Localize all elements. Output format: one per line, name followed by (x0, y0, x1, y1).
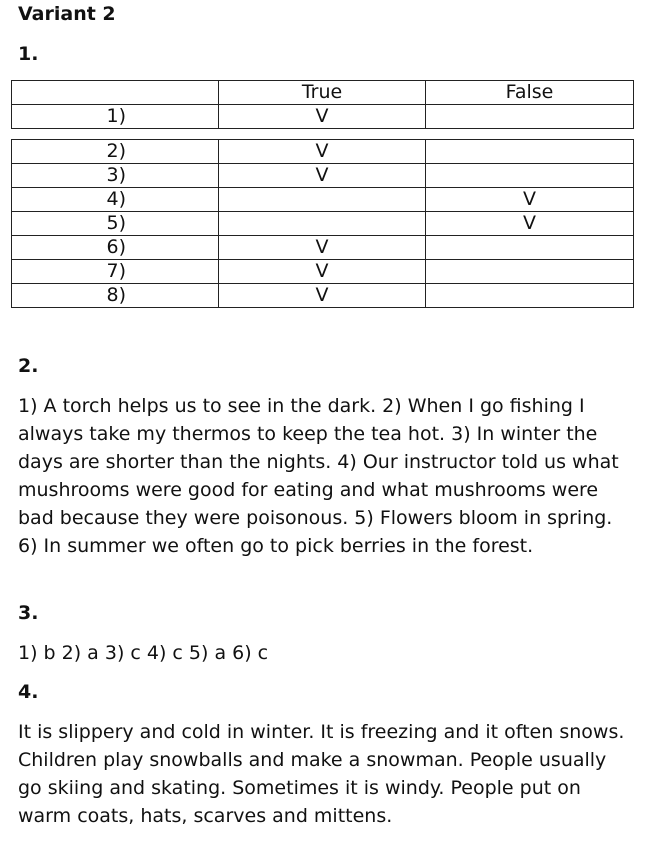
table-row (12, 260, 634, 284)
table-row (12, 284, 634, 308)
row-number: 4) (12, 188, 219, 212)
false-mark (426, 284, 634, 308)
answer-table-header (11, 80, 634, 129)
table-row (12, 164, 634, 188)
row-number: 6) (12, 236, 219, 260)
true-mark: V (219, 140, 426, 164)
header-false-cell: False (426, 81, 634, 105)
section-4-number: 4. (18, 681, 39, 703)
row-number: 1) (12, 105, 219, 129)
false-mark (426, 260, 634, 284)
table-header-row (12, 81, 634, 105)
row-number: 3) (12, 164, 219, 188)
false-mark: V (426, 212, 634, 236)
true-mark: V (219, 105, 426, 129)
table-row (12, 212, 634, 236)
section-2-text: 1) A torch helps us to see in the dark. 2) When I go fishing I always take my thermos to keep the tea hot. 3) In winter the days are shorter than the nights. 4) Our instructor told us what mushrooms were good for eating and what mushrooms were bad because they were poisonous. 5) Flowers bloom in spring. 6) In summer we often go to pick berries in the forest. (18, 395, 619, 557)
table-row (12, 140, 634, 164)
true-mark (219, 212, 426, 236)
true-mark: V (219, 164, 426, 188)
true-mark (219, 188, 426, 212)
false-mark (426, 140, 634, 164)
row-number: 7) (12, 260, 219, 284)
table-row (12, 105, 634, 129)
false-mark (426, 164, 634, 188)
false-mark (426, 105, 634, 129)
table-row (12, 236, 634, 260)
true-mark: V (219, 260, 426, 284)
row-number: 2) (12, 140, 219, 164)
page-title: Variant 2 (18, 3, 116, 25)
row-number: 8) (12, 284, 219, 308)
header-true-cell: True (219, 81, 426, 105)
false-mark (426, 236, 634, 260)
row-number: 5) (12, 212, 219, 236)
section-3-text: 1) b 2) a 3) c 4) c 5) a 6) c (18, 642, 269, 664)
header-blank-cell (12, 81, 219, 105)
table-row (12, 188, 634, 212)
section-1-number: 1. (18, 43, 39, 65)
false-mark: V (426, 188, 634, 212)
true-mark: V (219, 284, 426, 308)
true-mark: V (219, 236, 426, 260)
answer-table-body (11, 139, 634, 308)
section-3-number: 3. (18, 602, 39, 624)
section-4-text: It is slippery and cold in winter. It is freezing and it often snows. Children play snowballs and make a snowman. People usually go skiing and skating. Sometimes it is windy. People put on warm coats, hats, scarves and mittens. (18, 721, 625, 827)
section-2-number: 2. (18, 355, 39, 377)
